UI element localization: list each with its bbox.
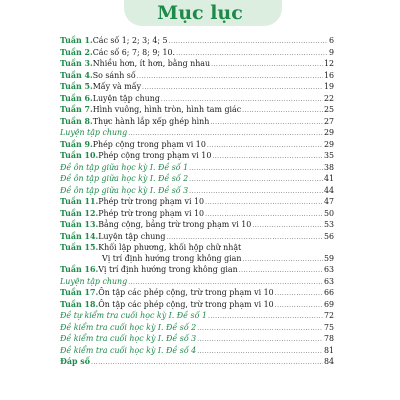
dot-leader [161,95,323,106]
dot-leader [205,198,323,209]
toc-list [60,36,334,369]
toc-page-number: 78 [323,334,334,343]
dot-leader [239,266,323,277]
toc-week-label: Tuần 7. [60,105,93,114]
toc-week-label: Tuần 12. [60,208,99,218]
toc-week-label: Tuần 3. [60,59,93,68]
toc-week-label: Tuần 2. [60,47,93,57]
toc-entry[interactable] [60,265,334,277]
dot-leader [212,152,323,163]
dot-leader [208,312,323,323]
toc-entry[interactable] [60,151,334,163]
dot-leader [91,358,323,369]
dot-leader [197,347,323,358]
toc-entry[interactable] [60,277,334,289]
toc-page-number: 69 [323,299,334,309]
toc-entry[interactable] [60,197,334,209]
toc-page-number: 38 [323,162,334,172]
toc-page-number: 16 [323,70,334,80]
toc-page-number: 53 [323,220,334,229]
toc-entry-text: Đề ôn tập giữa học kỳ I. Đề số 2 [60,174,189,183]
toc-entry[interactable] [60,36,334,48]
toc-page-number: 41 [323,174,334,183]
dot-leader [197,335,323,346]
toc-entry-text: Đề ôn tập giữa học kỳ I. Đề số 3 [60,185,189,195]
toc-page-number: 56 [323,231,334,241]
toc-entry-text: Mấy và mấy [92,82,142,91]
toc-entry-text: Khối lập phương, khối hộp chữ nhật [98,243,242,252]
dot-leader [128,278,323,289]
toc-entry-text: Đề kiểm tra cuối học kỳ I. Đề số 4 [60,345,197,355]
toc-week-label: Tuần 17. [60,288,99,297]
toc-entry-text: Đề tự kiểm tra cuối học kỳ I. Đề số 1 [60,311,207,320]
toc-week-label: Tuần 11. [60,197,99,206]
toc-entry[interactable] [60,346,334,358]
toc-entry-text: Nhiều hơn, ít hơn, bằng nhau [92,59,211,68]
toc-entry[interactable] [60,82,334,94]
toc-week-label: Tuần 8. [60,116,93,126]
dot-leader [137,72,323,83]
dot-leader [252,221,323,232]
toc-page-number: 75 [323,322,334,332]
toc-week-label: Tuần 10. [60,151,99,160]
toc-entry[interactable] [60,117,334,129]
dot-leader [169,37,328,48]
toc-entry-text: Luyện tập chung [60,276,128,286]
toc-week-label: Tuần 5. [60,82,93,91]
toc-page-number: 59 [323,253,334,263]
toc-page-number: 66 [323,288,334,297]
toc-entry[interactable] [60,209,334,221]
toc-page-number: 84 [323,357,334,366]
toc-entry[interactable] [60,140,334,152]
toc-page-number: 72 [323,311,334,320]
toc-entry-text: Đề ôn tập giữa học kỳ I. Đề số 1 [60,162,189,172]
toc-page-number: 9 [328,47,334,57]
toc-page-number: 63 [323,265,334,274]
toc-entry[interactable] [60,128,334,140]
dot-leader [189,187,323,198]
toc-week-label: Tuần 1. [60,36,93,45]
dot-leader [189,175,323,186]
toc-entry-text: Luyện tập chung [92,93,160,103]
toc-entry-text: Thực hành lắp xếp ghép hình [92,116,210,126]
toc-entry-text: Các số 1; 2; 3; 4; 5 [92,36,168,45]
toc-page-number: 29 [323,128,334,137]
toc-entry-text: Ôn tập các phép cộng, trừ trong phạm vi 10 [98,299,274,309]
toc-page-number: 27 [323,116,334,126]
toc-entry-text: Bảng cộng, bảng trừ trong phạm vi 10 [98,220,252,229]
dot-leader [128,129,323,140]
toc-entry[interactable] [60,232,334,244]
toc-entry[interactable] [60,186,334,198]
toc-page-number: 35 [323,151,334,160]
page-title: Mục lục [157,2,243,24]
dot-leader [211,60,323,71]
toc-entry[interactable] [60,243,334,265]
toc-week-label: Tuần 16. [60,265,99,274]
toc-page-number: 19 [323,82,334,91]
dot-leader [207,141,323,152]
dot-leader [205,210,323,221]
toc-page-number: 25 [323,105,334,114]
toc-entry-text: Đề kiểm tra cuối học kỳ I. Đề số 2 [60,322,197,332]
toc-week-label: Tuần 4. [60,70,93,80]
toc-week-label: Tuần 14. [60,231,99,241]
toc-entry[interactable] [60,334,334,346]
dot-leader [176,49,328,60]
toc-entry[interactable] [60,59,334,71]
toc-page-number: 29 [323,139,334,149]
toc-entry[interactable] [60,105,334,117]
toc-entry-text: Luyện tập chung [98,231,166,241]
toc-entry[interactable] [60,323,334,335]
toc-entry[interactable] [60,48,334,60]
toc-entry-subtext: Vị trí định hướng trong không gian [102,253,242,263]
toc-entry[interactable] [60,357,334,369]
toc-entry-text: Các số 6; 7; 8; 9; 10. [92,47,176,57]
toc-page-number: 44 [323,185,334,195]
toc-entry[interactable] [60,288,334,300]
toc-week-label: Tuần 15. [60,243,99,252]
dot-leader [189,164,323,175]
dot-leader [210,118,323,129]
toc-week-label: Tuần 18. [60,299,99,309]
toc-week-label: Tuần 9. [60,139,93,149]
toc-page-number: 47 [323,197,334,206]
toc-entry[interactable] [60,174,334,186]
dot-leader [275,289,323,300]
toc-entry-text: Đề kiểm tra cuối học kỳ I. Đề số 3 [60,334,197,343]
toc-entry[interactable] [60,163,334,175]
dot-leader [242,106,323,117]
toc-entry-text: Đáp số [60,357,90,366]
toc-entry-text: Vị trí định hướng trong không gian [98,265,238,274]
toc-entry-text: Hình vuông, hình tròn, hình tam giác [92,105,242,114]
toc-entry-text: Luyện tập chung [60,128,128,137]
toc-entry-text: Phép cộng trong phạm vi 10 [98,151,212,160]
toc-page-number: 12 [323,59,334,68]
toc-entry[interactable] [60,300,334,312]
toc-entry[interactable] [60,71,334,83]
dot-leader [275,301,323,312]
toc-entry-text: Phép cộng trong phạm vi 10 [92,139,206,149]
toc-entry[interactable] [60,220,334,232]
toc-entry-text: Phép trừ trong phạm vi 10 [98,197,205,206]
toc-page-number: 81 [323,345,334,355]
toc-entry-text: Phép trừ trong phạm vi 10 [98,208,205,218]
dot-leader [242,255,322,266]
dot-leader [197,324,323,335]
dot-leader [142,83,323,94]
toc-week-label: Tuần 6. [60,93,93,103]
toc-entry-text: So sánh số [92,70,136,80]
toc-page-number: 63 [323,276,334,286]
toc-page-number: 6 [328,36,334,45]
toc-entry[interactable] [60,311,334,323]
toc-week-label: Tuần 13. [60,220,99,229]
toc-entry[interactable] [60,94,334,106]
dot-leader [166,233,323,244]
toc-page-number: 22 [323,93,334,103]
toc-entry-text: Ôn tập các phép cộng, trừ trong phạm vi 10 [98,288,274,297]
toc-page-number: 50 [323,208,334,218]
